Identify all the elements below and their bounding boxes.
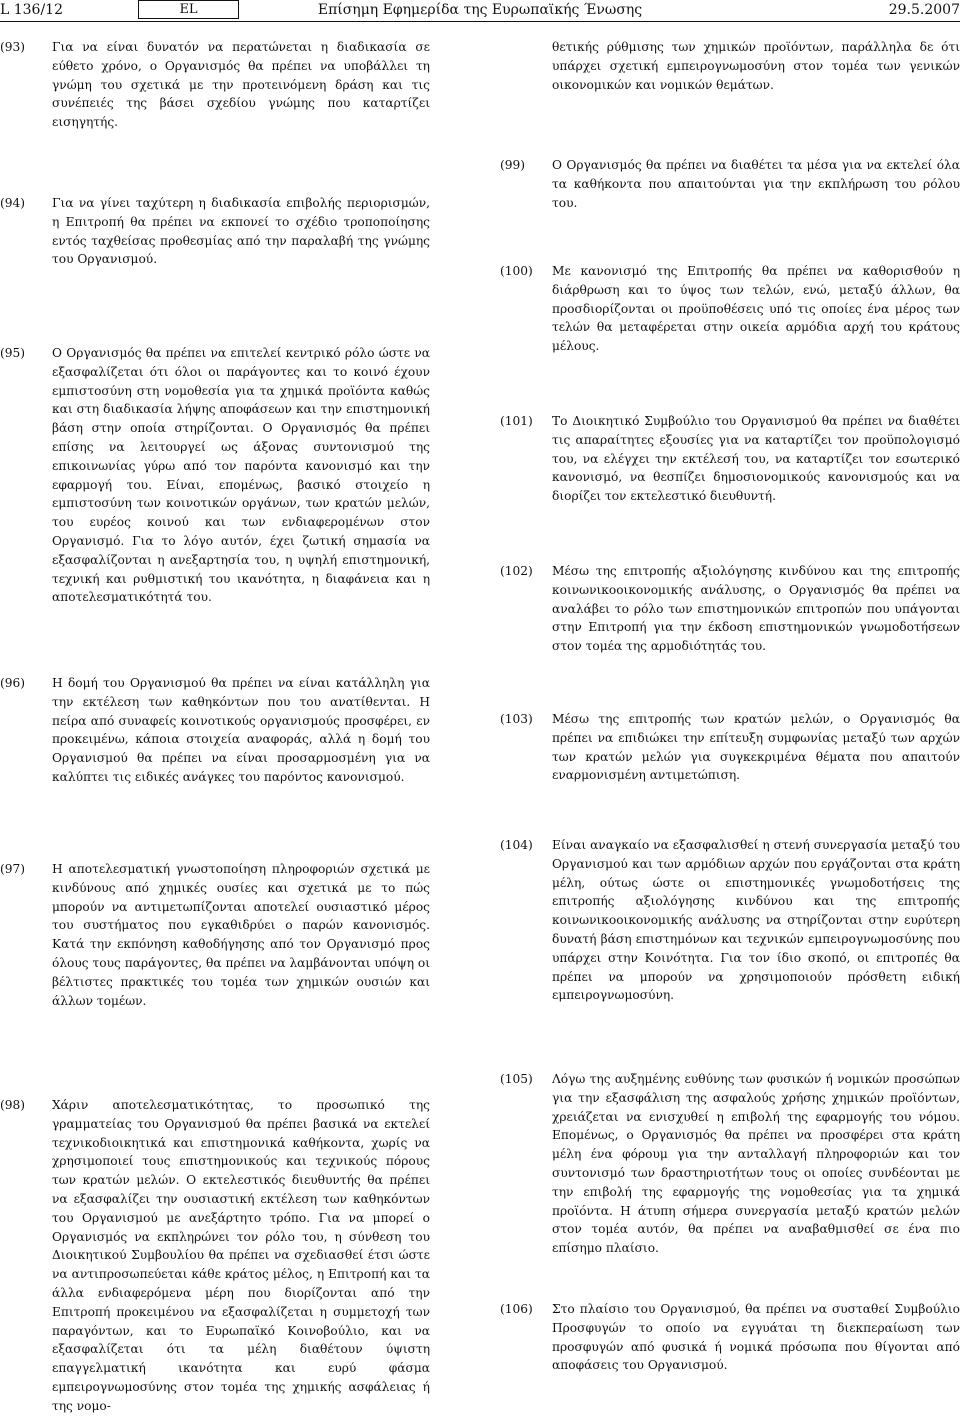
recital-number: (94): [0, 196, 26, 210]
recital-text: Λόγω της αυξημένης ευθύνης των φυσικών ή νομικών προσώπων για την εξασφάλιση της ασφαλούς χρήσης χημικών προϊόντων, χρειάζεται να ενισχυθεί η επιβολή της εφαρμογής του νόμου. Επομένως, ο Οργανισμός θα πρέπει να προσφέρει στα κράτη μέλη ένα φόρουμ για την ανταλλαγή πληροφοριών και τον συντονισμό των δραστηριοτήτων τους οι οποίες συνδέονται με την επιβολή της εφαρμογής της νομοθεσίας για τα χημικά προϊόντα. Η άτυπη σήμερα συνεργασία μεταξύ κρατών μελών στον τομέα αυτόν, θα πρέπει να αναβαθμισθεί σε ένα πιο επίσημο πλαίσιο.: [552, 1072, 960, 1256]
recital-text: Το Διοικητικό Συμβούλιο του Οργανισμού θα πρέπει να διαθέτει τις απαραίτητες εξουσίες για να καταρτίζει τον προϋπολογισμό του, να ελέγχει την εκτέλεσή του, να καταρτίζει τον εσωτερικό κανονισμό, να θεσπίζει δημοσιονομικούς κανονισμούς και να διορίζει τον εκτελεστικό διευθυντή.: [552, 414, 960, 504]
recital-number: (98): [0, 1098, 26, 1112]
recital-number: (97): [0, 862, 26, 876]
recital-98: [0, 1096, 430, 1416]
recital-number: (103): [500, 712, 533, 726]
recital-104: [500, 836, 960, 1005]
recital-95: [0, 344, 430, 607]
journal-title: Επίσημη Εφημερίδα της Ευρωπαϊκής Ένωσης: [317, 2, 643, 18]
recital-96: [0, 674, 430, 787]
recital-97: [0, 860, 430, 1010]
recital-105: [500, 1070, 960, 1258]
recital-93: [0, 38, 430, 132]
recital-text: Ο Οργανισμός θα πρέπει να επιτελεί κεντρικό ρόλο ώστε να εξασφαλίζεται ότι όλοι οι παράγοντες και το κοινό έχουν εμπιστοσύνη στη νομοθεσία για τα χημικά προϊόντα καθώς και στη διαδικασία λήψης αποφάσεων και την επιστημονική βάση στην οποία στηρίζονται. Ο Οργανισμός θα πρέπει επίσης να λειτουργεί ως άξονας συντονισμού της επικοινωνίας γύρω από τον παρόντα κανονισμό και την εφαρμογή του. Είναι, επομένως, βασικό στοιχείο η εμπιστοσύνη των κοινοτικών οργάνων, των κρατών μελών, του ευρέος κοινού και των ενδιαφερομένων στον Οργανισμό. Για το λόγο αυτόν, έχει ζωτική σημασία να εξασφαλίζονται η ανεξαρτησία του, η υψηλή επιστημονική, τεχνική και ρυθμιστική του ικανότητα, η διαφάνεια και η αποτελεσματικότητά του.: [52, 346, 430, 605]
header-rule: [0, 21, 960, 22]
recital-text: Για να είναι δυνατόν να περατώνεται η διαδικασία σε εύθετο χρόνο, ο Οργανισμός θα πρέπει να υποβάλλει τη γνώμη του σχετικά με την προτεινόμενη δράση και τις συνέπειές της βάσει σχεδίου γνώμης που καταρτίζει εισηγητής.: [52, 40, 430, 130]
recital-text: Μέσω της επιτροπής αξιολόγησης κινδύνου και της επιτροπής κοινωνικοοικονομικής ανάλυσης, ο Οργανισμός θα πρέπει να αναλάβει το ρόλο των επιστημονικών επιτροπών που υπάγονται στην Επιτροπή για την έκδοση επιστημονικών γνωμοδοτήσεων στον τομέα της αρμοδιότητάς του.: [552, 564, 960, 654]
publication-date: 29.5.2007: [888, 2, 960, 18]
recital-98-continuation: [500, 38, 960, 94]
recital-number: (102): [500, 564, 533, 578]
recital-99: [500, 156, 960, 212]
page-reference: L 136/12: [0, 2, 63, 18]
recital-number: (93): [0, 40, 26, 54]
recital-101: [500, 412, 960, 506]
recital-number: (106): [500, 1302, 533, 1316]
recital-number: (105): [500, 1072, 533, 1086]
recital-94: [0, 194, 430, 269]
recital-text: Για να γίνει ταχύτερη η διαδικασία επιβολής περιορισμών, η Επιτροπή θα πρέπει να εκπονεί το σχέδιο τροποποίησης εντός ταχθείσας προθεσμίας από την παραλαβή της γνώμης του Οργανισμού.: [52, 196, 430, 267]
recital-text: θετικής ρύθμισης των χημικών προϊόντων, παράλληλα δε ότι υπάρχει σχετική εμπειρογνωμοσύνη στον τομέα των γενικών οικονομικών και νομικών θεμάτων.: [552, 40, 960, 92]
recital-text: Μέσω της επιτροπής των κρατών μελών, ο Οργανισμός θα πρέπει να επιδιώκει την επίτευξη συμφωνίας μεταξύ των αρχών των κρατών μελών για συγκεκριμένα θέματα που απαιτούν εναρμονισμένη αντιμετώπιση.: [552, 712, 960, 783]
recital-100: [500, 262, 960, 356]
recital-text: Είναι αναγκαίο να εξασφαλισθεί η στενή συνεργασία μεταξύ του Οργανισμού και των αρμόδιων αρχών που εργάζονται στα κράτη μέλη, ούτως ώστε οι επιστημονικές γνωμοδοτήσεις της επιτροπής αξιολόγησης κινδύνου και της επιτροπής κοινωνικοοικονομικής ανάλυσης να στηρίζονται στην ευρύτερη δυνατή βάση επιστημόνων και τεχνικών εμπειρογνωμοσύνης που υπάρχει στην Κοινότητα. Για τον ίδιο σκοπό, οι επιτροπές θα πρέπει να μπορούν να χρησιμοποιούν πρόσθετη ειδική εμπειρογνωμοσύνη.: [552, 838, 960, 1003]
recital-text: Με κανονισμό της Επιτροπής θα πρέπει να καθορισθούν η διάρθρωση και το ύψος των τελών, ενώ, μεταξύ άλλων, θα προσδιορίζονται οι προϋποθέσεις υπό τις οποίες ένα μέρος των τελών θα μεταφέρεται στην οικεία αρμόδια αρχή του κράτους μέλους.: [552, 264, 960, 354]
language-code-box: EL: [138, 0, 239, 19]
recital-text: Χάριν αποτελεσματικότητας, το προσωπικό της γραμματείας του Οργανισμού θα πρέπει βασικά να εκτελεί τεχνικοδιοικητικά και επιστημονικά καθήκοντα, χωρίς να χρησιμοποιεί τους επιστημονικούς και τεχνικούς πόρους των κρατών μελών. Ο εκτελεστικός διευθυντής θα πρέπει να εξασφαλίζει την ουσιαστική εκτέλεση των καθηκόντων του Οργανισμού με ανεξάρτητο τρόπο. Για να μπορεί ο Οργανισμός να εκπληρώνει τον ρόλο του, η σύνθεση του Διοικητικού Συμβουλίου θα πρέπει να σχεδιασθεί έτσι ώστε να αντιπροσωπεύεται κάθε κράτος μέλος, η Επιτροπή και τα άλλα ενδιαφερόμενα μέρη που διορίζονται από την Επιτροπή προκειμένου να εξασφαλίζεται η συμμετοχή των παραγόντων, και το Ευρωπαϊκό Κοινοβούλιο, και να εξασφαλίζεται ότι τα μέλη διαθέτουν ύψιστη επαγγελματική ικανότητα και ευρύ φάσμα εμπειρογνωμοσύνης στον τομέα της χημικής ασφάλειας ή της νομο-: [52, 1098, 430, 1413]
recital-text: Η αποτελεσματική γνωστοποίηση πληροφοριών σχετικά με κινδύνους από χημικές ουσίες και σχετικά με το πώς μπορούν να αντιμετωπίζονται αποτελεί ουσιαστικό μέρος του συστήματος που εγκαθιδρύει ο παρών κανονισμός. Κατά την εκπόνηση καθοδήγησης από τον Οργανισμό προς όλους τους παράγοντες, θα πρέπει να λαμβάνονται υπόψη οι βέλτιστες πρακτικές του τομέα των χημικών ουσιών και άλλων τομέων.: [52, 862, 430, 1008]
recital-number: (95): [0, 346, 26, 360]
recital-text: Στο πλαίσιο του Οργανισμού, θα πρέπει να συσταθεί Συμβούλιο Προσφυγών το οποίο να εγγυάται τη διεκπεραίωση των προσφυγών από φυσικά ή νομικά πρόσωπα που θίγονται από αποφάσεις του Οργανισμού.: [552, 1302, 960, 1373]
recital-text: Ο Οργανισμός θα πρέπει να διαθέτει τα μέσα για να εκτελεί όλα τα καθήκοντα που απαιτούνται για την εκπλήρωση του ρόλου του.: [552, 158, 960, 210]
recital-103: [500, 710, 960, 785]
recital-number: (96): [0, 676, 26, 690]
recital-106: [500, 1300, 960, 1375]
recital-number: (100): [500, 264, 533, 278]
recital-number: (104): [500, 838, 533, 852]
recital-102: [500, 562, 960, 656]
recital-text: Η δομή του Οργανισμού θα πρέπει να είναι κατάλληλη για την εκτέλεση των καθηκόντων που του ανατίθενται. Η πείρα από συναφείς κοινοτικούς οργανισμούς προσφέρει, εν προκειμένω, κάποια στοιχεία αναφοράς, αλλά η δομή του Οργανισμού θα πρέπει να είναι προσαρμοσμένη για να καλύπτει τις ειδικές ανάγκες του παρόντος κανονισμού.: [52, 676, 430, 784]
recital-number: (101): [500, 414, 533, 428]
recital-number: (99): [500, 158, 526, 172]
